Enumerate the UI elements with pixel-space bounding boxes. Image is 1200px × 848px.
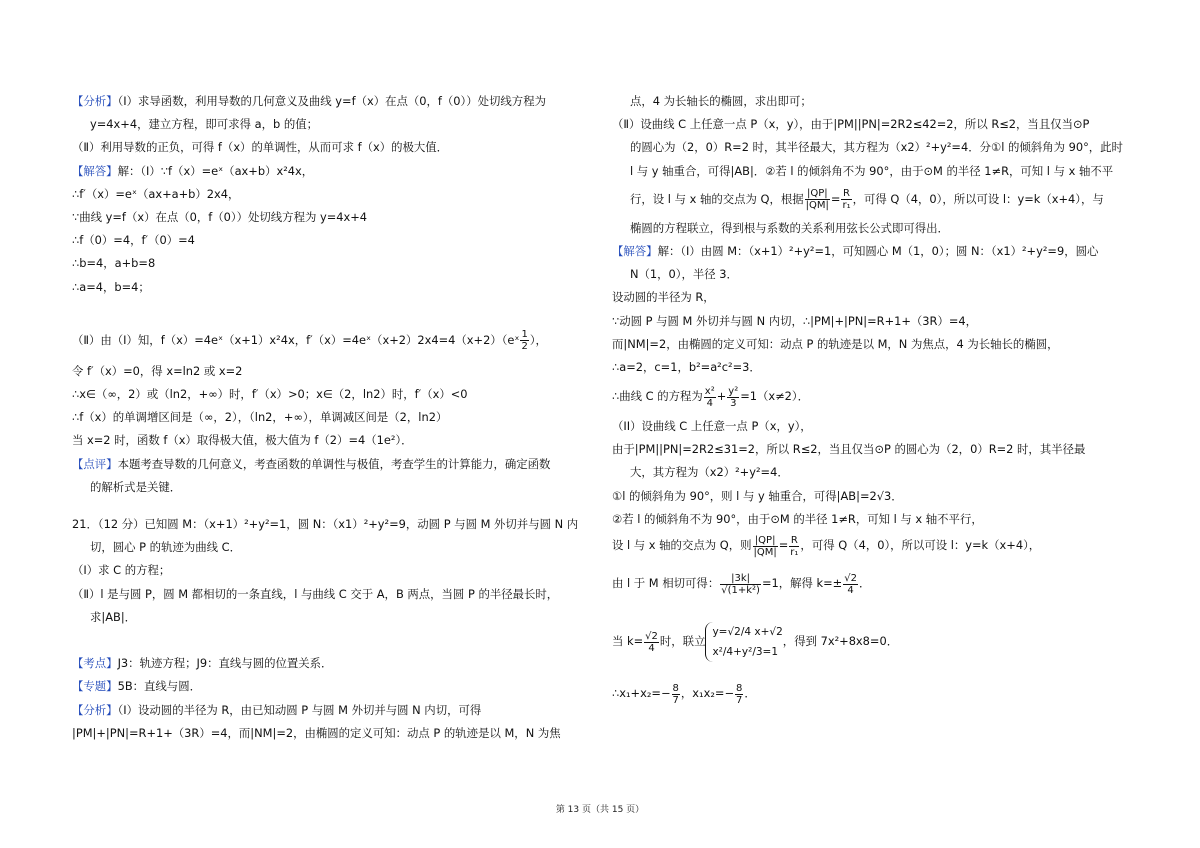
point-tag: 【考点】 xyxy=(72,656,118,671)
right-column: 点，4 为长轴长的椭圆，求出即可； （Ⅱ）设曲线 C 上任意一点 P（x，y），由于|PM||PN|=2R2≤42=2，所以 R≤2，当且仅当⊙P 的圆心为（2，0）R=2 时，其半径最大，其方程为（x2）²+y²=4．分①l 的倾斜角为 90°，此时 l 与 y 轴重合，可得|AB|．②若 l 的倾斜角不为 90°，由于⊙M 的半径 1≠R，可知 l 与 x 轴不平 行，设 l 与 x 轴的交点为 Q，根据 $\frac{|QP|}{|QM|}$ = $\frac{R}{\text{r₁}}$ ，可得 Q（4，0），所以可设 l：y=k（x+4），与 椭圆的方程联立，得到根与系数的关系利用弦长公式即可得出． 【解答】解：（I）由圆 M：（x+1）²+y²=1，可知圆心 M（1，0）；圆 N：（x1）²+y²=9，圆心 N（1，0），半径 3． 设动圆的半径为 R， ∵动圆 P 与圆 M 外切并与圆 N 内切，∴|PM|+|PN|=R+1+（3R）=4， 而|NM|=2，由椭圆的定义可知：动点 P 的轨迹是以 M，N 为焦点，4 为长轴长的椭圆， ∴a=2，c=1，b²=a²c²=3． ∴曲线 C 的方程为 $\frac{\text{x²}}{4}$ + $\frac{\text{y²}}{3}$ =1（x≠2）． （II）设曲线 C 上任意一点 P（x，y）， 由于|PM||PN|=2R2≤31=2，所以 R≤2，当且仅当⊙P 的圆心为（2，0）R=2 时，其半径最 大，其方程为（x2）²+y²=4． ①l 的倾斜角为 90°，则 l 与 y 轴重合，可得|AB|=2√3． ②若 l 的倾斜角不为 90°，由于⊙M 的半径 1≠R，可知 l 与 x 轴不平行， 设 l 与 x 轴的交点为 Q，则 $\frac{|QP|}{|QM|}$ = $\frac{R}{\text{r₁}}$ ，可得 Q（4，0），所以可设 l：y=k（x+4）， 由 l 于 M 相切可得： $\frac{|3k|}{\text{√(1+k²)}}$ =1，解得 k=± $\frac{√2}{4}$ ． 当 k= $\frac{√2}{4}$ 时，联立 y=√2/4 x+√2 x²/4+y²/3=1 ，得到 7x²+8x8=0． ∴x₁+x₂= − $\frac{8}{7}$ ，x₁x₂= − $\frac{8}{7}$ ． xyxy=(612,90,1132,711)
answer-line: 【解答】解：（Ⅰ）∵f（x）=eˣ（ax+b）x²4x， xyxy=(72,163,314,178)
point-line: 【考点】J3：轨迹方程；J9：直线与圆的位置关系． xyxy=(72,656,333,671)
analysis-tag: 【分析】 xyxy=(72,94,118,108)
question-21: 21．（12 分）已知圆 M：（x+1）²+y²=1，圆 N：（x1）²+y²=9，动圆 P 与圆 M 外切并与圆 N 内 xyxy=(72,517,579,531)
answer-tag: 【解答】 xyxy=(72,163,118,178)
topic-tag: 【专题】 xyxy=(72,679,118,694)
comment-tag: 【点评】 xyxy=(72,456,118,471)
left-column: 【分析】（Ⅰ）求导函数，利用导数的几何意义及曲线 y=f（x）在点（0，f（0））处切线方程为 y=4x+4，建立方程，即可求得 a，b 的值； （Ⅱ）利用导数的正负，可得 f（x）的单调性，从而可求 f（x）的极大值． 【解答】解：（Ⅰ）∵f（x）=eˣ（ax+b）x²4x， ∴f′（x）=eˣ（ax+a+b）2x4， ∵曲线 y=f（x）在点（0，f（0））处切线方程为 y=4x+4 ∴f（0）=4，f′（0）=4 ∴b=4，a+b=8 ∴a=4，b=4； （Ⅱ）由（Ⅰ）知，f（x）=4eˣ（x+1）x²4x，f′（x）=4eˣ（x+2）2x4=4（x+2）（eˣ $\frac{1}{2}$ ）， 令 f′（x）=0，得 x=ln2 或 x=2 ∴x∈（∞，2）或（ln2，+∞）时，f′（x）>0；x∈（2，ln2）时，f′（x）<0 ∴f（x）的单调增区间是（∞，2），（ln2，+∞），单调减区间是（2，ln2） 当 x=2 时，函数 f（x）取得极大值，极大值为 f（2）=4（1e²）． 【点评】本题考查导数的几何意义，考查函数的单调性与极值，考查学生的计算能力，确定函数 的解析式是关键． 21．（12 分）已知圆 M：（x+1）²+y²=1，圆 N：（x1）²+y²=9，动圆 P 与圆 M 外切并与圆 N 内 切，圆心 P 的轨迹为曲线 C． （Ⅰ）求 C 的方程； （Ⅱ）l 是与圆 P，圆 M 都相切的一条直线，l 与曲线 C 交于 A，B 两点，当圆 P 的半径最长时， 求|AB|． 【考点】J3：轨迹方程；J9：直线与圆的位置关系． 【专题】5B：直线与圆． 【分析】（Ⅰ）设动圆的半径为 R，由已知动圆 P 与圆 M 外切并与圆 N 内切，可得 |PM|+|PN|=R+1+（3R）=4，而|NM|=2，由椭圆的定义可知：动点 P 的轨迹是以 M，N 为焦 xyxy=(72,90,592,745)
topic-line: 【专题】5B：直线与圆． xyxy=(72,679,201,694)
analysis2-tag: 【分析】 xyxy=(72,702,118,717)
equation-system: y=√2/4 x+√2 x²/4+y²/3=1 xyxy=(705,622,782,662)
answer2-tag: 【解答】 xyxy=(612,243,658,258)
analysis2-line: 【分析】（Ⅰ）设动圆的半径为 R，由已知动圆 P 与圆 M 外切并与圆 N 内切，可得 xyxy=(72,702,482,717)
page-footer: 第 13 页（共 15 页） xyxy=(555,805,645,815)
fraction: $\frac{1}{2}$ xyxy=(521,329,528,353)
answer2-line: 【解答】解：（I）由圆 M：（x+1）²+y²=1，可知圆心 M（1，0）；圆 N：（x1）²+y²=9，圆心 xyxy=(612,243,1099,258)
comment-line: 【点评】本题考查导数的几何意义，考查函数的单调性与极值，考查学生的计算能力，确定函数 xyxy=(72,456,551,471)
analysis-line: 【分析】（Ⅰ）求导函数，利用导数的几何意义及曲线 y=f（x）在点（0，f（0））处切线方程为 xyxy=(72,94,546,108)
